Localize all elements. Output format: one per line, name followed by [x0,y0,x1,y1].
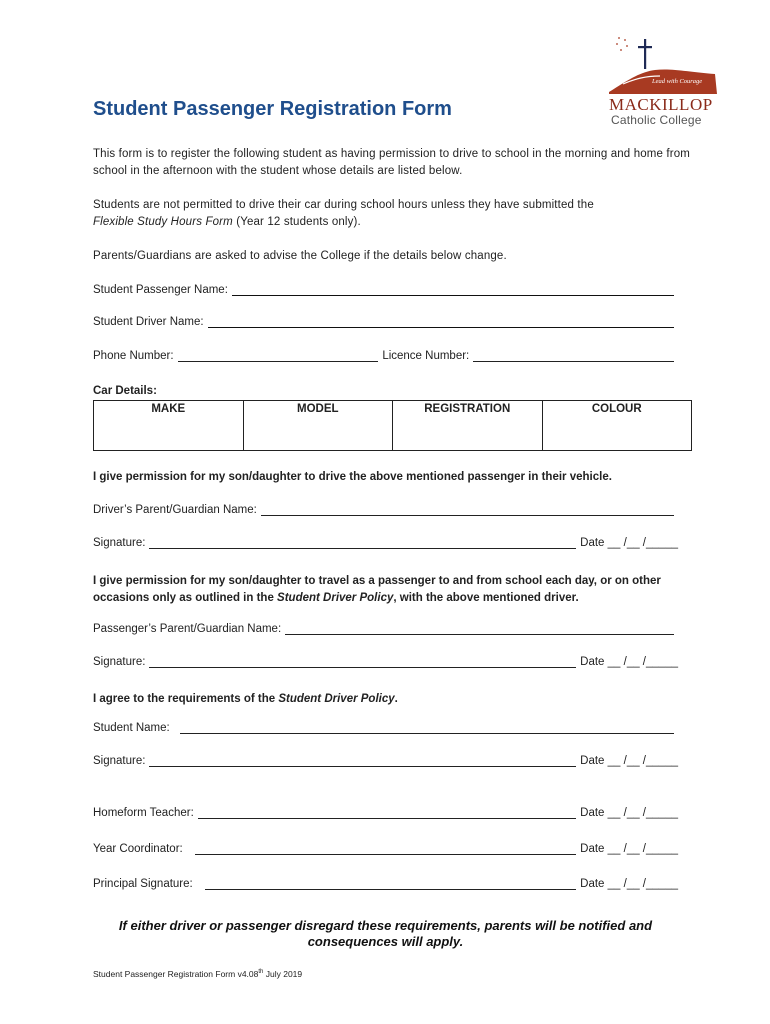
flexible-study-form-name: Flexible Study Hours Form [93,216,233,228]
passenger-guardian-signature-field[interactable] [149,656,576,668]
student-name-label: Student Name: [93,722,170,734]
agreement-text: I agree to the requirements of the [93,693,279,705]
car-column-registration[interactable]: REGISTRATION [393,401,543,451]
date-field[interactable]: Date __ /__ /_____ [580,656,678,668]
driver-guardian-row [93,504,678,516]
passenger-guardian-field[interactable] [285,623,674,635]
passenger-guardian-label: Passenger’s Parent/Guardian Name: [93,623,282,635]
intro-paragraph-2 [93,197,693,231]
student-name-row [93,722,678,734]
agreement-text-end: . [394,693,398,705]
date-field[interactable]: Date __ /__ /_____ [580,755,678,767]
date-field[interactable]: Date __ /__ /_____ [580,807,678,819]
phone-licence-row [93,350,678,362]
cross-icon [638,39,652,69]
footer-date: July 2019 [263,969,303,979]
page-title: Student Passenger Registration Form [93,98,452,120]
car-details-heading: Car Details: [93,385,157,397]
form-version-footer [93,969,302,979]
passenger-permission-statement [93,573,693,607]
driver-guardian-label: Driver’s Parent/Guardian Name: [93,504,257,516]
logo-name-line1: MACKILLOP [609,95,713,114]
car-column-make[interactable]: MAKE [94,401,244,451]
passenger-name-field[interactable] [232,284,674,296]
homeform-teacher-field[interactable] [198,807,576,819]
homeform-teacher-row [93,807,678,819]
principal-signature-field[interactable] [205,878,576,890]
date-field[interactable]: Date __ /__ /_____ [580,537,678,549]
passenger-statement-text-end: , with the above mentioned driver. [393,592,579,604]
principal-signature-label: Principal Signature: [93,878,193,890]
year-coordinator-label: Year Coordinator: [93,843,183,855]
intro-p2-text-end: (Year 12 students only). [232,216,361,228]
car-details-table [93,400,692,451]
driver-name-label: Student Driver Name: [93,316,204,328]
agreement-statement [93,691,693,708]
passenger-name-row [93,284,678,296]
consequences-warning: If either driver or passenger disregard these requirements, parents will be notified and consequences will apply. [118,918,653,949]
logo-name-line2: Catholic College [611,113,702,127]
intro-p2-text: Students are not permitted to drive their car during school hours unless they have submitted the [93,199,594,211]
passenger-guardian-signature-row [93,656,678,668]
intro-paragraph-1: This form is to register the following student as having permission to drive to school in the morning and home from school in the afternoon with the student whose details are listed below. [93,148,690,177]
stars-icon [616,37,628,51]
driver-name-row [93,316,678,328]
year-coordinator-row [93,843,678,855]
intro-paragraph-3: Parents/Guardians are asked to advise the College if the details below change. [93,250,507,262]
student-driver-policy-name: Student Driver Policy [278,693,395,705]
driver-name-field[interactable] [208,316,674,328]
phone-label: Phone Number: [93,350,174,362]
homeform-teacher-label: Homeform Teacher: [93,807,194,819]
licence-field[interactable] [473,350,674,362]
student-name-field[interactable] [180,722,674,734]
car-column-colour[interactable]: COLOUR [542,401,692,451]
licence-label: Licence Number: [382,350,470,362]
student-signature-field[interactable] [149,755,576,767]
passenger-name-label: Student Passenger Name: [93,284,228,296]
phone-field[interactable] [178,350,379,362]
student-driver-policy-name: Student Driver Policy [277,592,394,604]
driver-guardian-field[interactable] [261,504,674,516]
driver-permission-statement: I give permission for my son/daughter to drive the above mentioned passenger in their vehicle. [93,471,612,483]
year-coordinator-field[interactable] [195,843,576,855]
signature-label: Signature: [93,656,146,668]
signature-label: Signature: [93,755,146,767]
principal-signature-row [93,878,678,890]
footer-text: Student Passenger Registration Form v4.08 [93,969,259,979]
passenger-guardian-row [93,623,678,635]
car-column-model[interactable]: MODEL [243,401,393,451]
student-signature-row [93,755,678,767]
passenger-statement-text: I give permission for my son/daughter to travel as a passenger to and from school each day, or on other occasions only as outlined in the [93,575,661,604]
logo-motto: Lead with Courage [652,78,703,85]
date-field[interactable]: Date __ /__ /_____ [580,878,678,890]
signature-label: Signature: [93,537,146,549]
driver-guardian-signature-row [93,537,678,549]
date-field[interactable]: Date __ /__ /_____ [580,843,678,855]
driver-guardian-signature-field[interactable] [149,537,576,549]
footer-sup: th [258,969,264,976]
